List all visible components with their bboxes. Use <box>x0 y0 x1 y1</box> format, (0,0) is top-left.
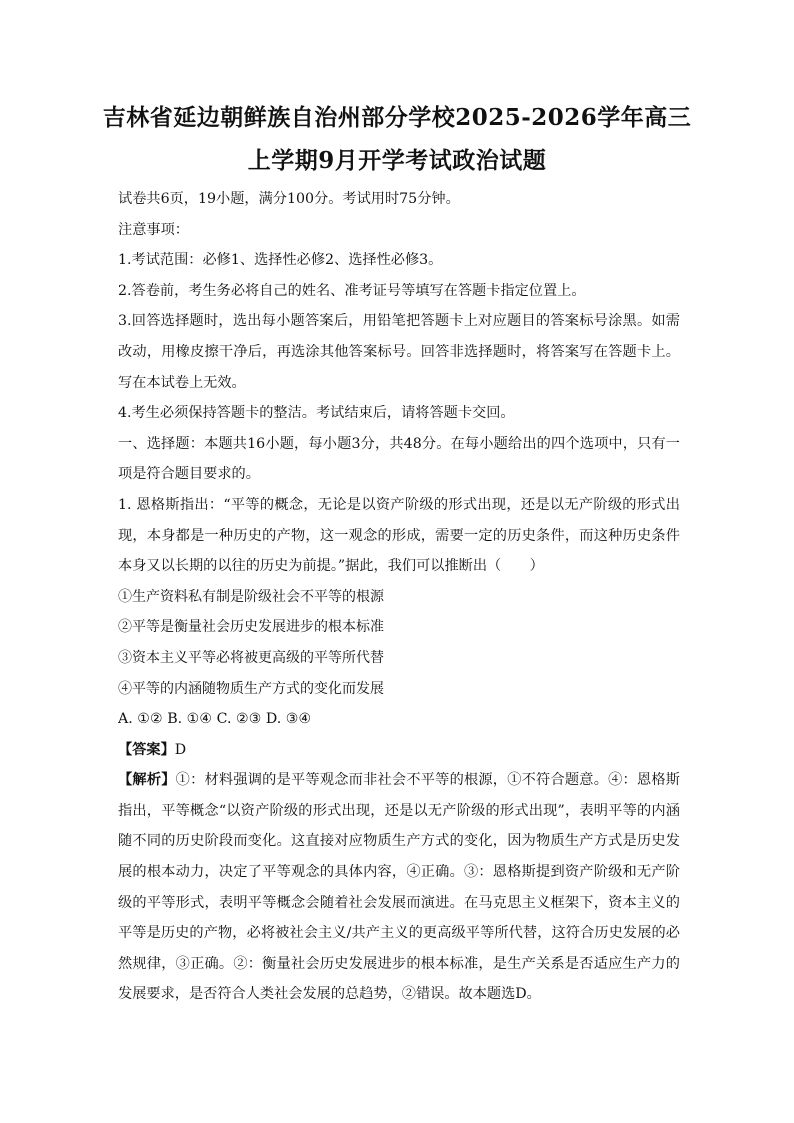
question-1-choices: A. ①② B. ①④ C. ②③ D. ③④ <box>118 711 312 728</box>
note-item-2: 2.答卷前，考生务必将自己的姓名、准考证号等填写在答题卡指定位置上。 <box>118 282 586 299</box>
question-1-stem: 1. 恩格斯指出：“平等的概念，无论是以资产阶级的形式出现，还是以无产阶级的形式出现，本身都是一种历史的产物，这一观念的形成，需要一定的历史条件，而这种历史条件本身又以长期的以往的历史为前提。”据此，我们可以推断出（ ） <box>118 496 680 575</box>
question-1-statement-2: ②平等是衡量社会历史发展进步的根本标准 <box>118 619 384 636</box>
question-1-answer <box>118 735 680 766</box>
note-item-1: 1.考试范围：必修1、选择性必修2、选择性必修3。 <box>118 252 443 269</box>
notes-heading: 注意事项： <box>118 221 189 238</box>
analysis-text: ①：材料强调的是平等观念而非社会不平等的根源，①不符合题意。④：恩格斯指出，平等概念“以资产阶级的形式出现，还是以无产阶级的形式出现”，表明平等的内涵随不同的历史阶段而变化。这直接对应物质生产方式的变化，因为物质生产方式是历史发展的根本动力，决定了平等观念的具体内容，④正确。③：恩格斯提到资产阶级和无产阶级的平等形式，表明平等概念会随着社会发展而演进。在马克思主义框架下，资本主义的平等是历史的产物，必将被社会主义/共产主义的更高级平等所代替，这符合历史发展的必然规律，③正确。②：衡量社会历史发展进步的根本标准，是生产关系是否适应生产力的发展要求，是否符合人类社会发展的总趋势，②错误。故本题选D。 <box>118 772 680 1003</box>
section-heading: 一、选择题：本题共16小题，每小题3分，共48分。在每小题给出的四个选项中，只有一项是符合题目要求的。 <box>118 435 680 483</box>
question-1-statement-3: ③资本主义平等必将被更高级的平等所代替 <box>118 649 384 666</box>
note-item-3: 3.回答选择题时，选出每小题答案后，用铅笔把答题卡上对应题目的答案标号涂黑。如需改动，用橡皮擦干净后，再选涂其他答案标号。回答非选择题时，将答案写在答题卡上。写在本试卷上无效。 <box>118 313 680 391</box>
answer-label: 【答案】 <box>118 741 175 758</box>
question-1-analysis <box>118 765 680 1010</box>
document-body <box>118 184 680 1010</box>
question-1-statement-4: ④平等的内涵随物质生产方式的变化而发展 <box>118 680 384 697</box>
note-item-4: 4.考生必须保持答题卡的整洁。考试结束后，请将答题卡交回。 <box>118 405 515 422</box>
question-1-statement-1: ①生产资料私有制是阶级社会不平等的根源 <box>118 588 384 605</box>
exam-intro: 试卷共6页，19小题，满分100分。考试用时75分钟。 <box>118 191 460 207</box>
analysis-label: 【解析】 <box>118 772 176 789</box>
answer-value: D <box>174 741 187 758</box>
document-title-line-2: 上学期9月开学考试政治试题 <box>247 147 547 174</box>
document-title-line-1: 吉林省延边朝鲜族自治州部分学校2025-2026学年高三 <box>102 104 692 131</box>
